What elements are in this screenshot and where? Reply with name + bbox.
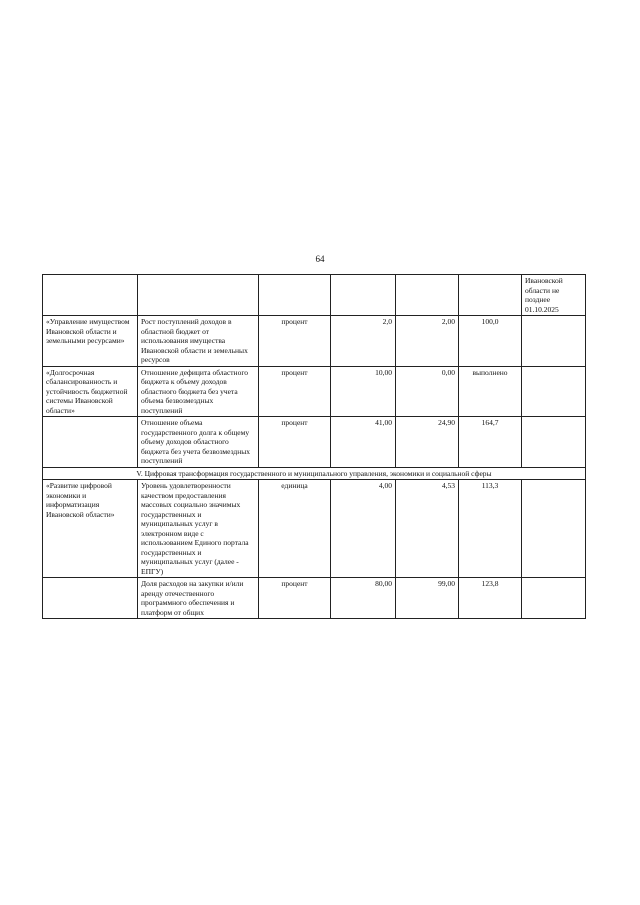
plan-cell: 10,00 <box>331 366 396 417</box>
section-title: V. Цифровая трансформация государственного и муниципального управления, экономики и социальной сферы <box>43 467 586 480</box>
fact-cell: 99,00 <box>396 578 459 619</box>
percent-cell: 100,0 <box>459 316 522 367</box>
fact-cell: 24,90 <box>396 417 459 468</box>
indicator-cell: Уровень удовлетворенности качеством предоставления массовых социально значимых государственных и муниципальных услуг в электронном виде с использованием Единого портала государственных и муниципальных услуг (далее - ЕПГУ) <box>138 480 259 578</box>
unit-cell: процент <box>259 417 331 468</box>
unit-cell: процент <box>259 366 331 417</box>
fact-cell: 2,00 <box>396 316 459 367</box>
plan-cell <box>331 275 396 316</box>
percent-cell: 164,7 <box>459 417 522 468</box>
table-row <box>43 316 586 367</box>
plan-cell: 80,00 <box>331 578 396 619</box>
percent-cell: выполнено <box>459 366 522 417</box>
indicator-cell <box>138 275 259 316</box>
table-row <box>43 417 586 468</box>
unit-cell: единица <box>259 480 331 578</box>
unit-cell <box>259 275 331 316</box>
fact-cell: 4,53 <box>396 480 459 578</box>
indicator-cell: Отношение дефицита областного бюджета к объему доходов областного бюджета без учета объема безвозмездных поступлений <box>138 366 259 417</box>
indicator-cell: Рост поступлений доходов в областной бюджет от использования имущества Ивановской области и земельных ресурсов <box>138 316 259 367</box>
notes-cell <box>522 578 586 619</box>
program-cell <box>43 275 138 316</box>
unit-cell: процент <box>259 578 331 619</box>
program-cell <box>43 578 138 619</box>
table-row-continuation <box>43 275 586 316</box>
program-cell: «Долгосрочная сбалансированность и устойчивость бюджетной системы Ивановской области» <box>43 366 138 417</box>
notes-cell: Ивановской области не позднее 01.10.2025 <box>522 275 586 316</box>
indicator-cell: Отношение объема государственного долга к общему объему доходов областного бюджета без учета безвозмездных поступлений <box>138 417 259 468</box>
notes-cell <box>522 316 586 367</box>
percent-cell: 113,3 <box>459 480 522 578</box>
plan-cell: 4,00 <box>331 480 396 578</box>
program-cell: «Развитие цифровой экономики и информатизация Ивановской области» <box>43 480 138 578</box>
table-row <box>43 480 586 578</box>
fact-cell <box>396 275 459 316</box>
fact-cell: 0,00 <box>396 366 459 417</box>
report-table <box>42 274 586 619</box>
unit-cell: процент <box>259 316 331 367</box>
table-row <box>43 578 586 619</box>
table-row <box>43 366 586 417</box>
indicator-cell: Доля расходов на закупки и/или аренду отечественного программного обеспечения и платформ от общих <box>138 578 259 619</box>
notes-cell <box>522 366 586 417</box>
plan-cell: 41,00 <box>331 417 396 468</box>
notes-cell <box>522 417 586 468</box>
program-cell <box>43 417 138 468</box>
percent-cell <box>459 275 522 316</box>
program-cell: «Управление имуществом Ивановской области и земельными ресурсами» <box>43 316 138 367</box>
notes-cell <box>522 480 586 578</box>
percent-cell: 123,8 <box>459 578 522 619</box>
section-header-row <box>43 467 586 480</box>
plan-cell: 2,0 <box>331 316 396 367</box>
page-number: 64 <box>315 254 325 264</box>
